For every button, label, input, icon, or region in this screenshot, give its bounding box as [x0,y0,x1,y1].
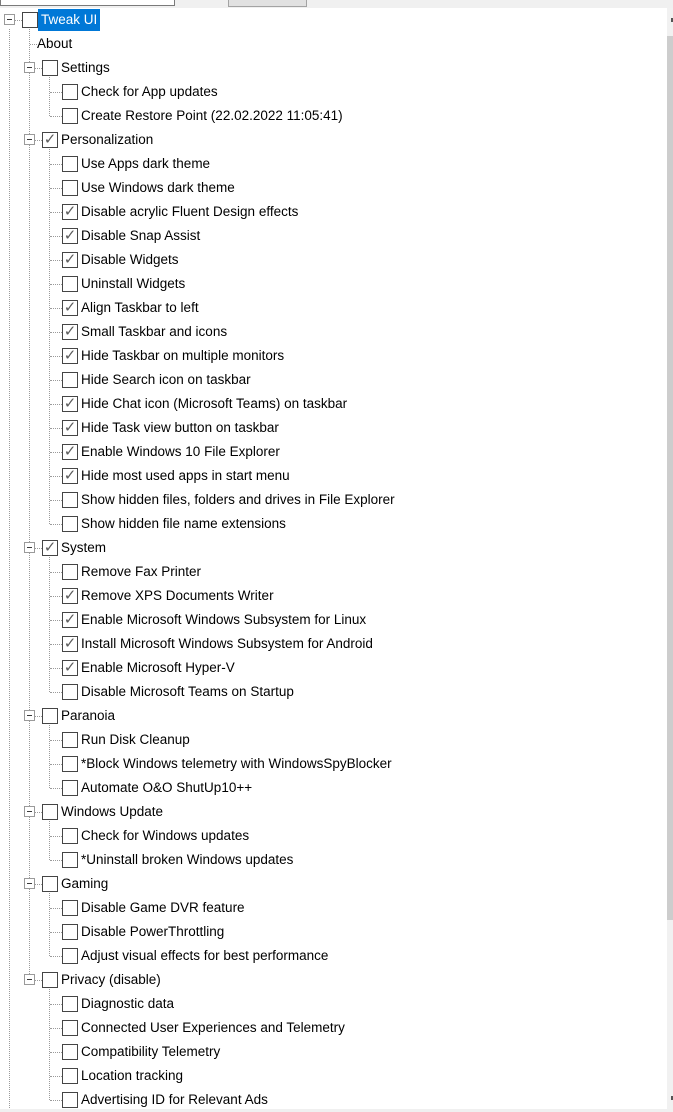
tree-item-label[interactable]: Enable Windows 10 File Explorer [81,444,280,459]
item-checkbox-checked[interactable] [42,540,58,556]
tree-item-label[interactable]: Privacy (disable) [61,972,161,987]
tree-item-label[interactable]: Run Disk Cleanup [81,732,190,747]
tree-item-row [0,728,667,752]
item-checkbox-checked[interactable] [62,420,78,436]
tree-item-row [0,32,667,56]
tree-item-label[interactable]: Diagnostic data [81,996,175,1011]
tree-item-label[interactable]: Hide most used apps in start menu [81,468,290,483]
item-checkbox-checked[interactable] [62,324,78,340]
item-checkbox-unchecked[interactable] [42,708,58,724]
tree-item-row [0,680,667,704]
tree-item-label[interactable]: Enable Microsoft Windows Subsystem for Linux [81,612,367,627]
checkmark-icon: ✓ [63,467,77,484]
tree-item-label[interactable]: Remove XPS Documents Writer [81,588,274,603]
minus-glyph [27,811,32,812]
checkmark-icon: ✓ [63,227,77,244]
tree-item-row [0,176,667,200]
tree-item-row [0,464,667,488]
tree-item-label[interactable]: About [37,36,73,51]
tree-item-row [0,704,667,728]
tree-item-row [0,416,667,440]
tree-item-label[interactable]: Check for App updates [81,84,218,99]
item-checkbox-unchecked[interactable] [62,684,78,700]
tree-item-label[interactable]: Hide Search icon on taskbar [81,372,251,387]
tree-item-label[interactable]: Personalization [61,132,154,147]
tree-item-label[interactable]: Disable Game DVR feature [81,900,245,915]
tree-item-row [0,848,667,872]
checkmark-icon: ✓ [43,539,57,556]
tree-item-row [0,56,667,80]
minus-glyph [27,139,32,140]
item-checkbox-checked[interactable] [62,300,78,316]
tree-item-row [0,584,667,608]
minus-glyph [27,67,32,68]
tree-item-label[interactable]: System [61,540,107,555]
item-checkbox-unchecked[interactable] [62,828,78,844]
tree-item-row [0,368,667,392]
tree-item-row [0,824,667,848]
tree-item-label[interactable]: Show hidden files, folders and drives in File Explorer [81,492,395,507]
checkmark-icon: ✓ [63,611,77,628]
action-button-partial[interactable] [228,0,307,7]
item-checkbox-checked[interactable] [62,396,78,412]
tree-item-row [0,560,667,584]
checkmark-icon: ✓ [63,587,77,604]
item-checkbox-checked[interactable] [62,252,78,268]
collapse-minus-icon[interactable] [24,542,35,553]
tree-item-row [0,8,667,32]
tree-item-label[interactable]: Gaming [61,876,109,891]
checkmark-icon: ✓ [63,347,77,364]
item-checkbox-unchecked[interactable] [62,756,78,772]
item-checkbox-checked[interactable] [62,348,78,364]
minus-glyph [27,883,32,884]
tree-item-label[interactable]: Uninstall Widgets [81,276,186,291]
tree-item-row [0,632,667,656]
item-checkbox-checked[interactable] [62,588,78,604]
checkmark-icon: ✓ [63,395,77,412]
tree-item-row [0,1040,667,1064]
tree-item-row [0,800,667,824]
tree-item-row [0,128,667,152]
tree-item-row [0,488,667,512]
item-checkbox-unchecked[interactable] [62,108,78,124]
tree-item-label[interactable]: Automate O&O ShutUp10++ [81,780,253,795]
scrollbar-thumb[interactable] [667,36,673,920]
tree-item-label[interactable]: *Uninstall broken Windows updates [81,852,294,867]
item-checkbox-unchecked[interactable] [62,1044,78,1060]
tree-item-label[interactable]: Adjust visual effects for best performance [81,948,329,963]
tree-item-label[interactable]: Disable acrylic Fluent Design effects [81,204,299,219]
collapse-minus-icon[interactable] [4,14,15,25]
tree-item-label[interactable]: *Block Windows telemetry with WindowsSpyBlocker [81,756,392,771]
minus-glyph [27,979,32,980]
item-checkbox-unchecked[interactable] [62,180,78,196]
checkmark-icon: ✓ [63,419,77,436]
tree-item-label[interactable]: Windows Update [61,804,164,819]
tree-item-row [0,296,667,320]
tree-item-row [0,992,667,1016]
tree-item-label[interactable]: Tweak UI [38,9,100,31]
item-checkbox-checked[interactable] [62,468,78,484]
tree-item-row [0,1064,667,1088]
tree-item-row [0,776,667,800]
tree-item-label[interactable]: Paranoia [61,708,116,723]
tree-item-label[interactable]: Hide Chat icon (Microsoft Teams) on taskbar [81,396,348,411]
collapse-minus-icon[interactable] [24,62,35,73]
tree-item-row [0,608,667,632]
item-checkbox-checked[interactable] [62,636,78,652]
item-checkbox-unchecked[interactable] [62,516,78,532]
tree-item-label[interactable]: Connected User Experiences and Telemetry [81,1020,345,1035]
item-checkbox-checked[interactable] [62,612,78,628]
tree-item-label[interactable]: Align Taskbar to left [81,300,199,315]
item-checkbox-unchecked[interactable] [22,12,38,28]
collapse-minus-icon[interactable] [24,806,35,817]
tree-item-row [0,920,667,944]
tree-item-row [0,656,667,680]
tree-item-label[interactable]: Remove Fax Printer [81,564,202,579]
checkmark-icon: ✓ [43,131,57,148]
collapse-minus-icon[interactable] [24,974,35,985]
tree-item-label[interactable]: Hide Taskbar on multiple monitors [81,348,285,363]
tree-item-row [0,536,667,560]
checkmark-icon: ✓ [63,323,77,340]
item-checkbox-unchecked[interactable] [62,84,78,100]
minus-glyph [7,19,12,20]
item-checkbox-unchecked[interactable] [62,924,78,940]
item-checkbox-unchecked[interactable] [62,492,78,508]
tree-item-row [0,272,667,296]
tree-item-label[interactable]: Settings [61,60,110,75]
tree-item-row [0,872,667,896]
tree-item-row [0,80,667,104]
item-checkbox-unchecked[interactable] [62,156,78,172]
tree-item-label[interactable]: Hide Task view button on taskbar [81,420,279,435]
item-checkbox-unchecked[interactable] [62,780,78,796]
tree-item-row [0,968,667,992]
item-checkbox-unchecked[interactable] [62,852,78,868]
item-checkbox-unchecked[interactable] [62,276,78,292]
checkmark-icon: ✓ [63,203,77,220]
tree-item-row [0,104,667,128]
checkmark-icon: ✓ [63,659,77,676]
collapse-minus-icon[interactable] [24,878,35,889]
tree-item-label[interactable]: Enable Microsoft Hyper-V [81,660,235,675]
tree-item-row [0,200,667,224]
item-checkbox-unchecked[interactable] [62,564,78,580]
item-checkbox-unchecked[interactable] [42,804,58,820]
item-checkbox-unchecked[interactable] [62,1068,78,1084]
tree-item-row [0,392,667,416]
item-checkbox-unchecked[interactable] [42,972,58,988]
vertical-scrollbar[interactable] [667,8,673,1112]
tree-item-label[interactable]: Show hidden file name extensions [81,516,286,531]
tree-item-label[interactable]: Install Microsoft Windows Subsystem for Android [81,636,373,651]
tree-item-row [0,1016,667,1040]
tree-item-label[interactable]: Small Taskbar and icons [81,324,228,339]
checkmark-icon: ✓ [63,443,77,460]
item-checkbox-checked[interactable] [62,444,78,460]
tree-item-label[interactable]: Disable Microsoft Teams on Startup [81,684,294,699]
checkmark-icon: ✓ [63,251,77,268]
tree-item-label[interactable]: Disable Widgets [81,252,179,267]
item-checkbox-unchecked[interactable] [62,900,78,916]
tree-item-row [0,512,667,536]
tree-item-label[interactable]: Location tracking [81,1068,184,1083]
item-checkbox-checked[interactable] [62,204,78,220]
tree-item-row [0,896,667,920]
tree-item-label[interactable]: Create Restore Point (22.02.2022 11:05:41) [81,108,343,123]
item-checkbox-checked[interactable] [62,228,78,244]
tree-item-label[interactable]: Compatibility Telemetry [81,1044,221,1059]
tree-item-row [0,224,667,248]
tree-item-row [0,752,667,776]
filter-combobox-partial[interactable] [0,0,175,6]
tree-item-label[interactable]: Advertising ID for Relevant Ads [81,1092,268,1107]
tree-item-label[interactable]: Disable Snap Assist [81,228,201,243]
item-checkbox-checked[interactable] [42,132,58,148]
item-checkbox-unchecked[interactable] [42,60,58,76]
item-checkbox-unchecked[interactable] [62,948,78,964]
tree-item-row [0,344,667,368]
item-checkbox-unchecked[interactable] [42,876,58,892]
tree-item-row [0,440,667,464]
tree-item-row [0,248,667,272]
tree-item-label[interactable]: Use Apps dark theme [81,156,211,171]
tree-item-row [0,944,667,968]
top-dialog-strip [0,0,673,8]
item-checkbox-unchecked[interactable] [62,372,78,388]
minus-glyph [27,715,32,716]
item-checkbox-unchecked[interactable] [62,996,78,1012]
minus-glyph [27,547,32,548]
checkmark-icon: ✓ [63,635,77,652]
tree-item-label[interactable]: Disable PowerThrottling [81,924,225,939]
tree-item-label[interactable]: Check for Windows updates [81,828,250,843]
item-checkbox-checked[interactable] [62,660,78,676]
collapse-minus-icon[interactable] [24,134,35,145]
tree-item-row [0,320,667,344]
checkmark-icon: ✓ [63,299,77,316]
item-checkbox-unchecked[interactable] [62,1092,78,1108]
item-checkbox-unchecked[interactable] [62,732,78,748]
tree-item-label[interactable]: Use Windows dark theme [81,180,235,195]
item-checkbox-unchecked[interactable] [62,1020,78,1036]
collapse-minus-icon[interactable] [24,710,35,721]
tree-item-row [0,152,667,176]
